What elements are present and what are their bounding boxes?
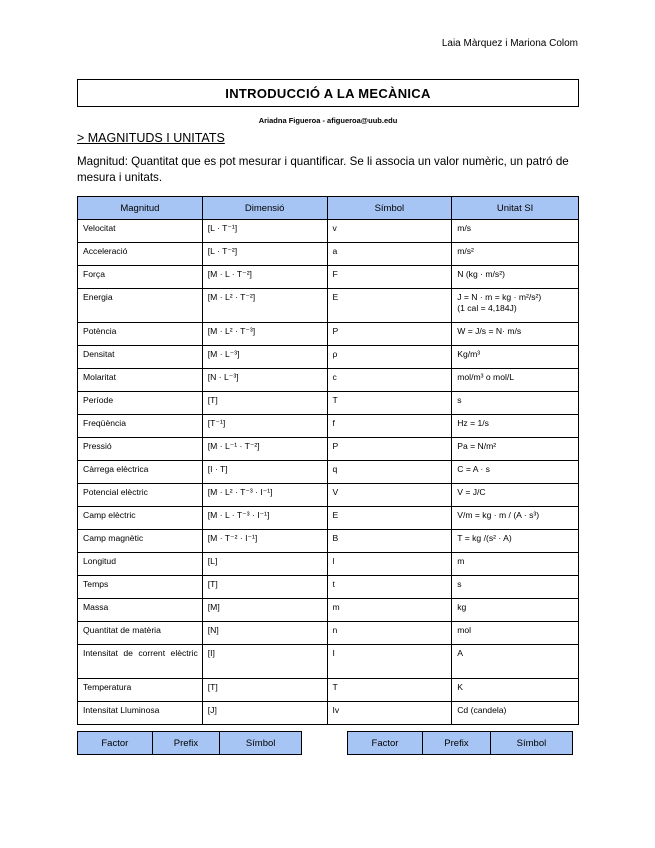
cell-dimensio: [I · T] [202, 461, 327, 484]
table-row [78, 289, 579, 323]
cell-magnitud: Camp magnètic [78, 530, 203, 553]
prefix-header-factor: Factor [78, 732, 153, 755]
header-simbol: Símbol [327, 197, 452, 220]
cell-unitat: A [452, 645, 579, 679]
cell-unitat: mol [452, 622, 579, 645]
cell-magnitud: Intensitat de corrent elèctric [78, 645, 203, 679]
cell-dimensio: [T] [202, 576, 327, 599]
cell-simbol: ρ [327, 346, 452, 369]
table-row [78, 679, 579, 702]
cell-magnitud: Període [78, 392, 203, 415]
cell-simbol: t [327, 576, 452, 599]
cell-simbol: P [327, 438, 452, 461]
cell-unitat: K [452, 679, 579, 702]
magnitudes-table [77, 196, 579, 725]
cell-unitat: C = A · s [452, 461, 579, 484]
table-header-row [78, 197, 579, 220]
cell-dimensio: [T] [202, 392, 327, 415]
cell-dimensio: [T⁻¹] [202, 415, 327, 438]
cell-dimensio: [J] [202, 702, 327, 725]
cell-dimensio: [M · L² · T⁻³] [202, 323, 327, 346]
cell-dimensio: [L] [202, 553, 327, 576]
cell-dimensio: [M · T⁻² · I⁻¹] [202, 530, 327, 553]
cell-simbol: m [327, 599, 452, 622]
prefix-table-right [347, 731, 573, 755]
header-unitat-si: Unitat SI [452, 197, 579, 220]
cell-simbol: E [327, 507, 452, 530]
cell-magnitud: Velocitat [78, 220, 203, 243]
cell-magnitud: Temps [78, 576, 203, 599]
prefix-header-factor: Factor [348, 732, 423, 755]
cell-simbol: n [327, 622, 452, 645]
prefix-header-simbol: Símbol [490, 732, 572, 755]
cell-unitat: Hz = 1/s [452, 415, 579, 438]
cell-magnitud: Potencial elèctric [78, 484, 203, 507]
cell-dimensio: [N · L⁻³] [202, 369, 327, 392]
cell-unitat: Cd (candela) [452, 702, 579, 725]
cell-magnitud: Longitud [78, 553, 203, 576]
cell-dimensio: [L · T⁻²] [202, 243, 327, 266]
cell-unitat: s [452, 576, 579, 599]
table-row [78, 645, 579, 679]
cell-unitat: Pa = N/m² [452, 438, 579, 461]
table-row [78, 599, 579, 622]
cell-dimensio: [N] [202, 622, 327, 645]
cell-unitat: J = N · m = kg · m²/s²) (1 cal = 4,184J) [452, 289, 579, 323]
cell-dimensio: [T] [202, 679, 327, 702]
cell-magnitud: Massa [78, 599, 203, 622]
cell-unitat: m [452, 553, 579, 576]
cell-magnitud: Acceleració [78, 243, 203, 266]
header-dimensio: Dimensió [202, 197, 327, 220]
table-row [78, 369, 579, 392]
table-row [78, 392, 579, 415]
cell-simbol: f [327, 415, 452, 438]
cell-dimensio: [M · L · T⁻³ · I⁻¹] [202, 507, 327, 530]
cell-simbol: B [327, 530, 452, 553]
cell-magnitud: Quantitat de matèria [78, 622, 203, 645]
prefix-header-prefix: Prefix [152, 732, 220, 755]
table-row [78, 530, 579, 553]
document-title [77, 79, 579, 107]
cell-unitat: mol/m³ o mol/L [452, 369, 579, 392]
cell-magnitud: Pressió [78, 438, 203, 461]
cell-simbol: F [327, 266, 452, 289]
cell-unitat: kg [452, 599, 579, 622]
prefix-table-left [77, 731, 302, 755]
cell-simbol: P [327, 323, 452, 346]
prefix-header-prefix: Prefix [423, 732, 491, 755]
table-row [78, 415, 579, 438]
cell-magnitud: Càrrega elèctrica [78, 461, 203, 484]
table-row [78, 622, 579, 645]
intro-paragraph: Magnitud: Quantitat que es pot mesurar i quantificar. Se li associa un valor numèric, un patró de mesura i unitats. [77, 155, 569, 184]
document-title-text: INTRODUCCIÓ A LA MECÀNICA [225, 85, 431, 101]
header-magnitud: Magnitud [78, 197, 203, 220]
table-row [78, 702, 579, 725]
cell-dimensio: [M · L · T⁻²] [202, 266, 327, 289]
prefix-header-simbol: Símbol [220, 732, 302, 755]
cell-dimensio: [I] [202, 645, 327, 679]
cell-simbol: l [327, 553, 452, 576]
cell-magnitud: Densitat [78, 346, 203, 369]
cell-magnitud: Energia [78, 289, 203, 323]
cell-simbol: V [327, 484, 452, 507]
cell-simbol: q [327, 461, 452, 484]
table-row [78, 438, 579, 461]
table-row [78, 346, 579, 369]
cell-dimensio: [M] [202, 599, 327, 622]
cell-simbol: a [327, 243, 452, 266]
cell-dimensio: [M · L² · T⁻³ · I⁻¹] [202, 484, 327, 507]
table-row [78, 507, 579, 530]
cell-dimensio: [M · L⁻³] [202, 346, 327, 369]
cell-unitat: m/s [452, 220, 579, 243]
cell-unitat: W = J/s = N· m/s [452, 323, 579, 346]
cell-unitat: s [452, 392, 579, 415]
table-row [78, 576, 579, 599]
cell-magnitud: Freqüència [78, 415, 203, 438]
cell-dimensio: [M · L² · T⁻²] [202, 289, 327, 323]
table-row [78, 266, 579, 289]
cell-magnitud: Força [78, 266, 203, 289]
cell-magnitud: Temperatura [78, 679, 203, 702]
table-row [78, 553, 579, 576]
cell-unitat: V = J/C [452, 484, 579, 507]
cell-magnitud: Camp elèctric [78, 507, 203, 530]
cell-unitat: Kg/m³ [452, 346, 579, 369]
cell-dimensio: [M · L⁻¹ · T⁻²] [202, 438, 327, 461]
header-authors: Laia Màrquez i Mariona Colom [441, 38, 578, 49]
cell-simbol: E [327, 289, 452, 323]
cell-magnitud: Intensitat Lluminosa [78, 702, 203, 725]
cell-magnitud: Molaritat [78, 369, 203, 392]
cell-simbol: v [327, 220, 452, 243]
cell-simbol: Iv [327, 702, 452, 725]
table-row [78, 220, 579, 243]
table-row [78, 461, 579, 484]
cell-simbol: c [327, 369, 452, 392]
prefix-table-header-row [78, 732, 302, 755]
cell-simbol: T [327, 679, 452, 702]
cell-dimensio: [L · T⁻¹] [202, 220, 327, 243]
cell-simbol: T [327, 392, 452, 415]
table-row [78, 323, 579, 346]
cell-simbol: I [327, 645, 452, 679]
cell-unitat: V/m = kg · m / (A · s³) [452, 507, 579, 530]
table-row [78, 484, 579, 507]
cell-unitat: T = kg /(s² · A) [452, 530, 579, 553]
prefix-table-header-row [348, 732, 573, 755]
cell-magnitud: Potència [78, 323, 203, 346]
cell-unitat: m/s² [452, 243, 579, 266]
table-row [78, 243, 579, 266]
section-heading: > MAGNITUDS I UNITATS [77, 131, 225, 145]
cell-unitat: N (kg · m/s²) [452, 266, 579, 289]
author-line: Ariadna Figueroa - afigueroa@uub.edu [258, 116, 398, 125]
